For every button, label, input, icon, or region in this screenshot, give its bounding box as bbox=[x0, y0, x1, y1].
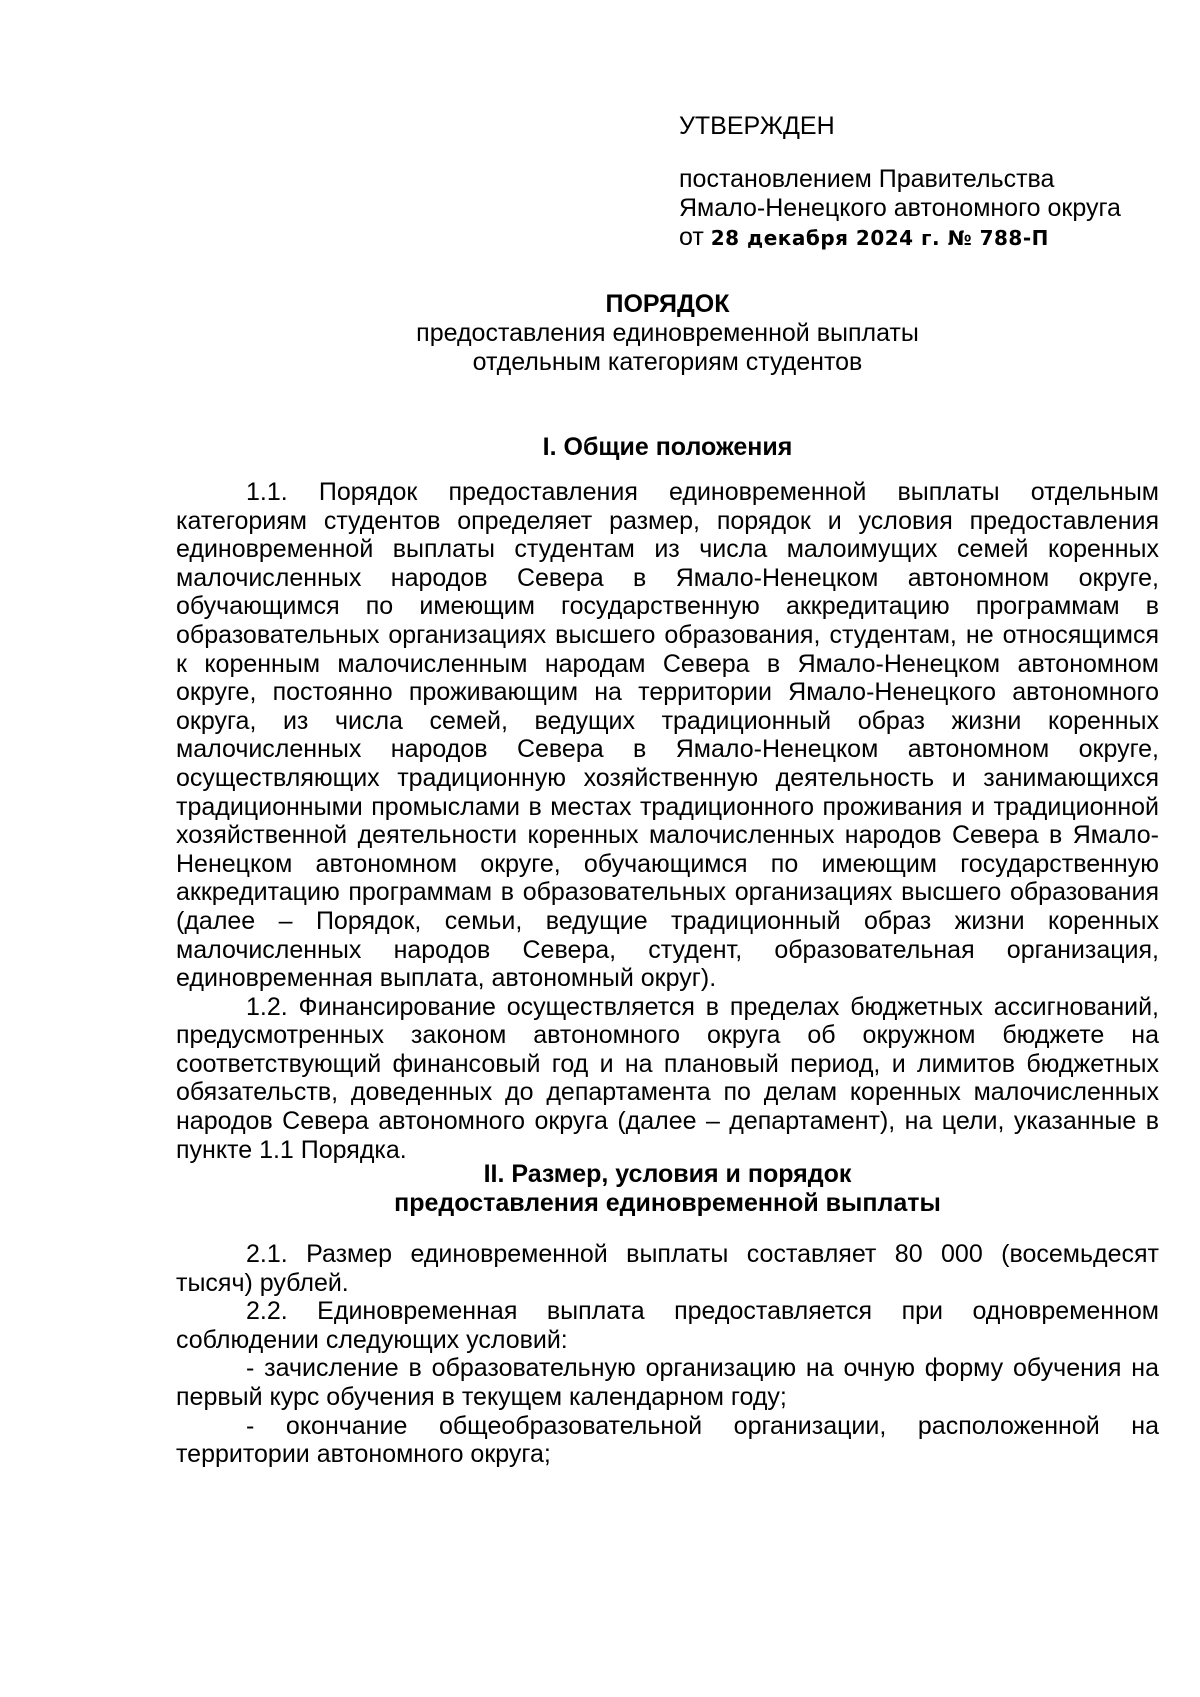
section-2-title-line-2: предоставления единовременной выплаты bbox=[394, 1189, 941, 1217]
decree-date-line bbox=[679, 223, 1149, 253]
approval-stamp bbox=[679, 112, 1149, 253]
condition-item-2: - окончание общеобразовательной организации, расположенной на территории автономного округа; bbox=[176, 1411, 1159, 1469]
decree-reference bbox=[679, 165, 1149, 253]
title-line-1: предоставления единовременной выплаты bbox=[416, 319, 919, 347]
section-1-body bbox=[176, 478, 1159, 1164]
section-1-heading bbox=[176, 433, 1159, 462]
paragraph-2-2: 2.2. Единовременная выплата предоставляется при одновременном соблюдении следующих условий: bbox=[176, 1297, 1159, 1354]
title-heading: ПОРЯДОК bbox=[605, 290, 730, 318]
section-2-body bbox=[176, 1240, 1159, 1469]
section-2-title-line-1: II. Размер, условия и порядок bbox=[483, 1160, 852, 1188]
section-2-heading bbox=[176, 1160, 1159, 1218]
decree-line-1: постановлением Правительства bbox=[679, 165, 1055, 193]
condition-item-1: - зачисление в образовательную организацию на очную форму обучения на первый курс обучения в текущем календарном году; bbox=[176, 1354, 1159, 1411]
from-prefix: от bbox=[679, 223, 704, 251]
approved-label: УТВЕРЖДЕН bbox=[679, 112, 835, 140]
paragraph-2-1: 2.1. Размер единовременной выплаты составляет 80 000 (восемьдесят тысяч) рублей. bbox=[176, 1240, 1159, 1297]
paragraph-1-2: 1.2. Финансирование осуществляется в пределах бюджетных ассигнований, предусмотренных законом автономного округа об окружном бюджете на соответствующий финансовый год и на плановый период, и лимитов бюджетных обязательств, доведенных до департамента по делам коренных малочисленных народов Севера автономного округа (далее – департамент), на цели, указанные в пункте 1.1 Порядка. bbox=[176, 992, 1159, 1164]
decree-line-2: Ямало-Ненецкого автономного округа bbox=[679, 194, 1121, 222]
title-line-2: отдельным категориям студентов bbox=[472, 348, 863, 376]
paragraph-1-1: 1.1. Порядок предоставления единовременной выплаты отдельным категориям студентов определяет размер, порядок и условия предоставления единовременной выплаты студентам из числа малоимущих семей коренных малочисленных народов Севера в Ямало-Ненецком автономном округе, обучающимся по имеющим государственную аккредитацию программам в образовательных организациях высшего образования, студентам, не относящимся к коренным малочисленным народам Севера в Ямало-Ненецком автономном округе, постоянно проживающим на территории Ямало-Ненецкого автономного округа, из числа семей, ведущих традиционный образ жизни коренных малочисленных народов Севера в Ямало-Ненецком автономном округе, осуществляющих традиционную хозяйственную деятельность и занимающихся традиционными промыслами в местах традиционного проживания и традиционной хозяйственной деятельности коренных малочисленных народов Севера в Ямало-Ненецком автономном округе, обучающимся по имеющим государственную аккредитацию программам в образовательных организациях высшего образования (далее – Порядок, семьи, ведущие традиционный образ жизни коренных малочисленных народов Севера, студент, образовательная организация, единовременная выплата, автономный округ). bbox=[176, 478, 1159, 993]
decree-date-number: 28 декабря 2024 г. № 788-П bbox=[710, 226, 1049, 250]
section-1-title: I. Общие положения bbox=[542, 433, 793, 461]
document-title bbox=[176, 290, 1159, 377]
